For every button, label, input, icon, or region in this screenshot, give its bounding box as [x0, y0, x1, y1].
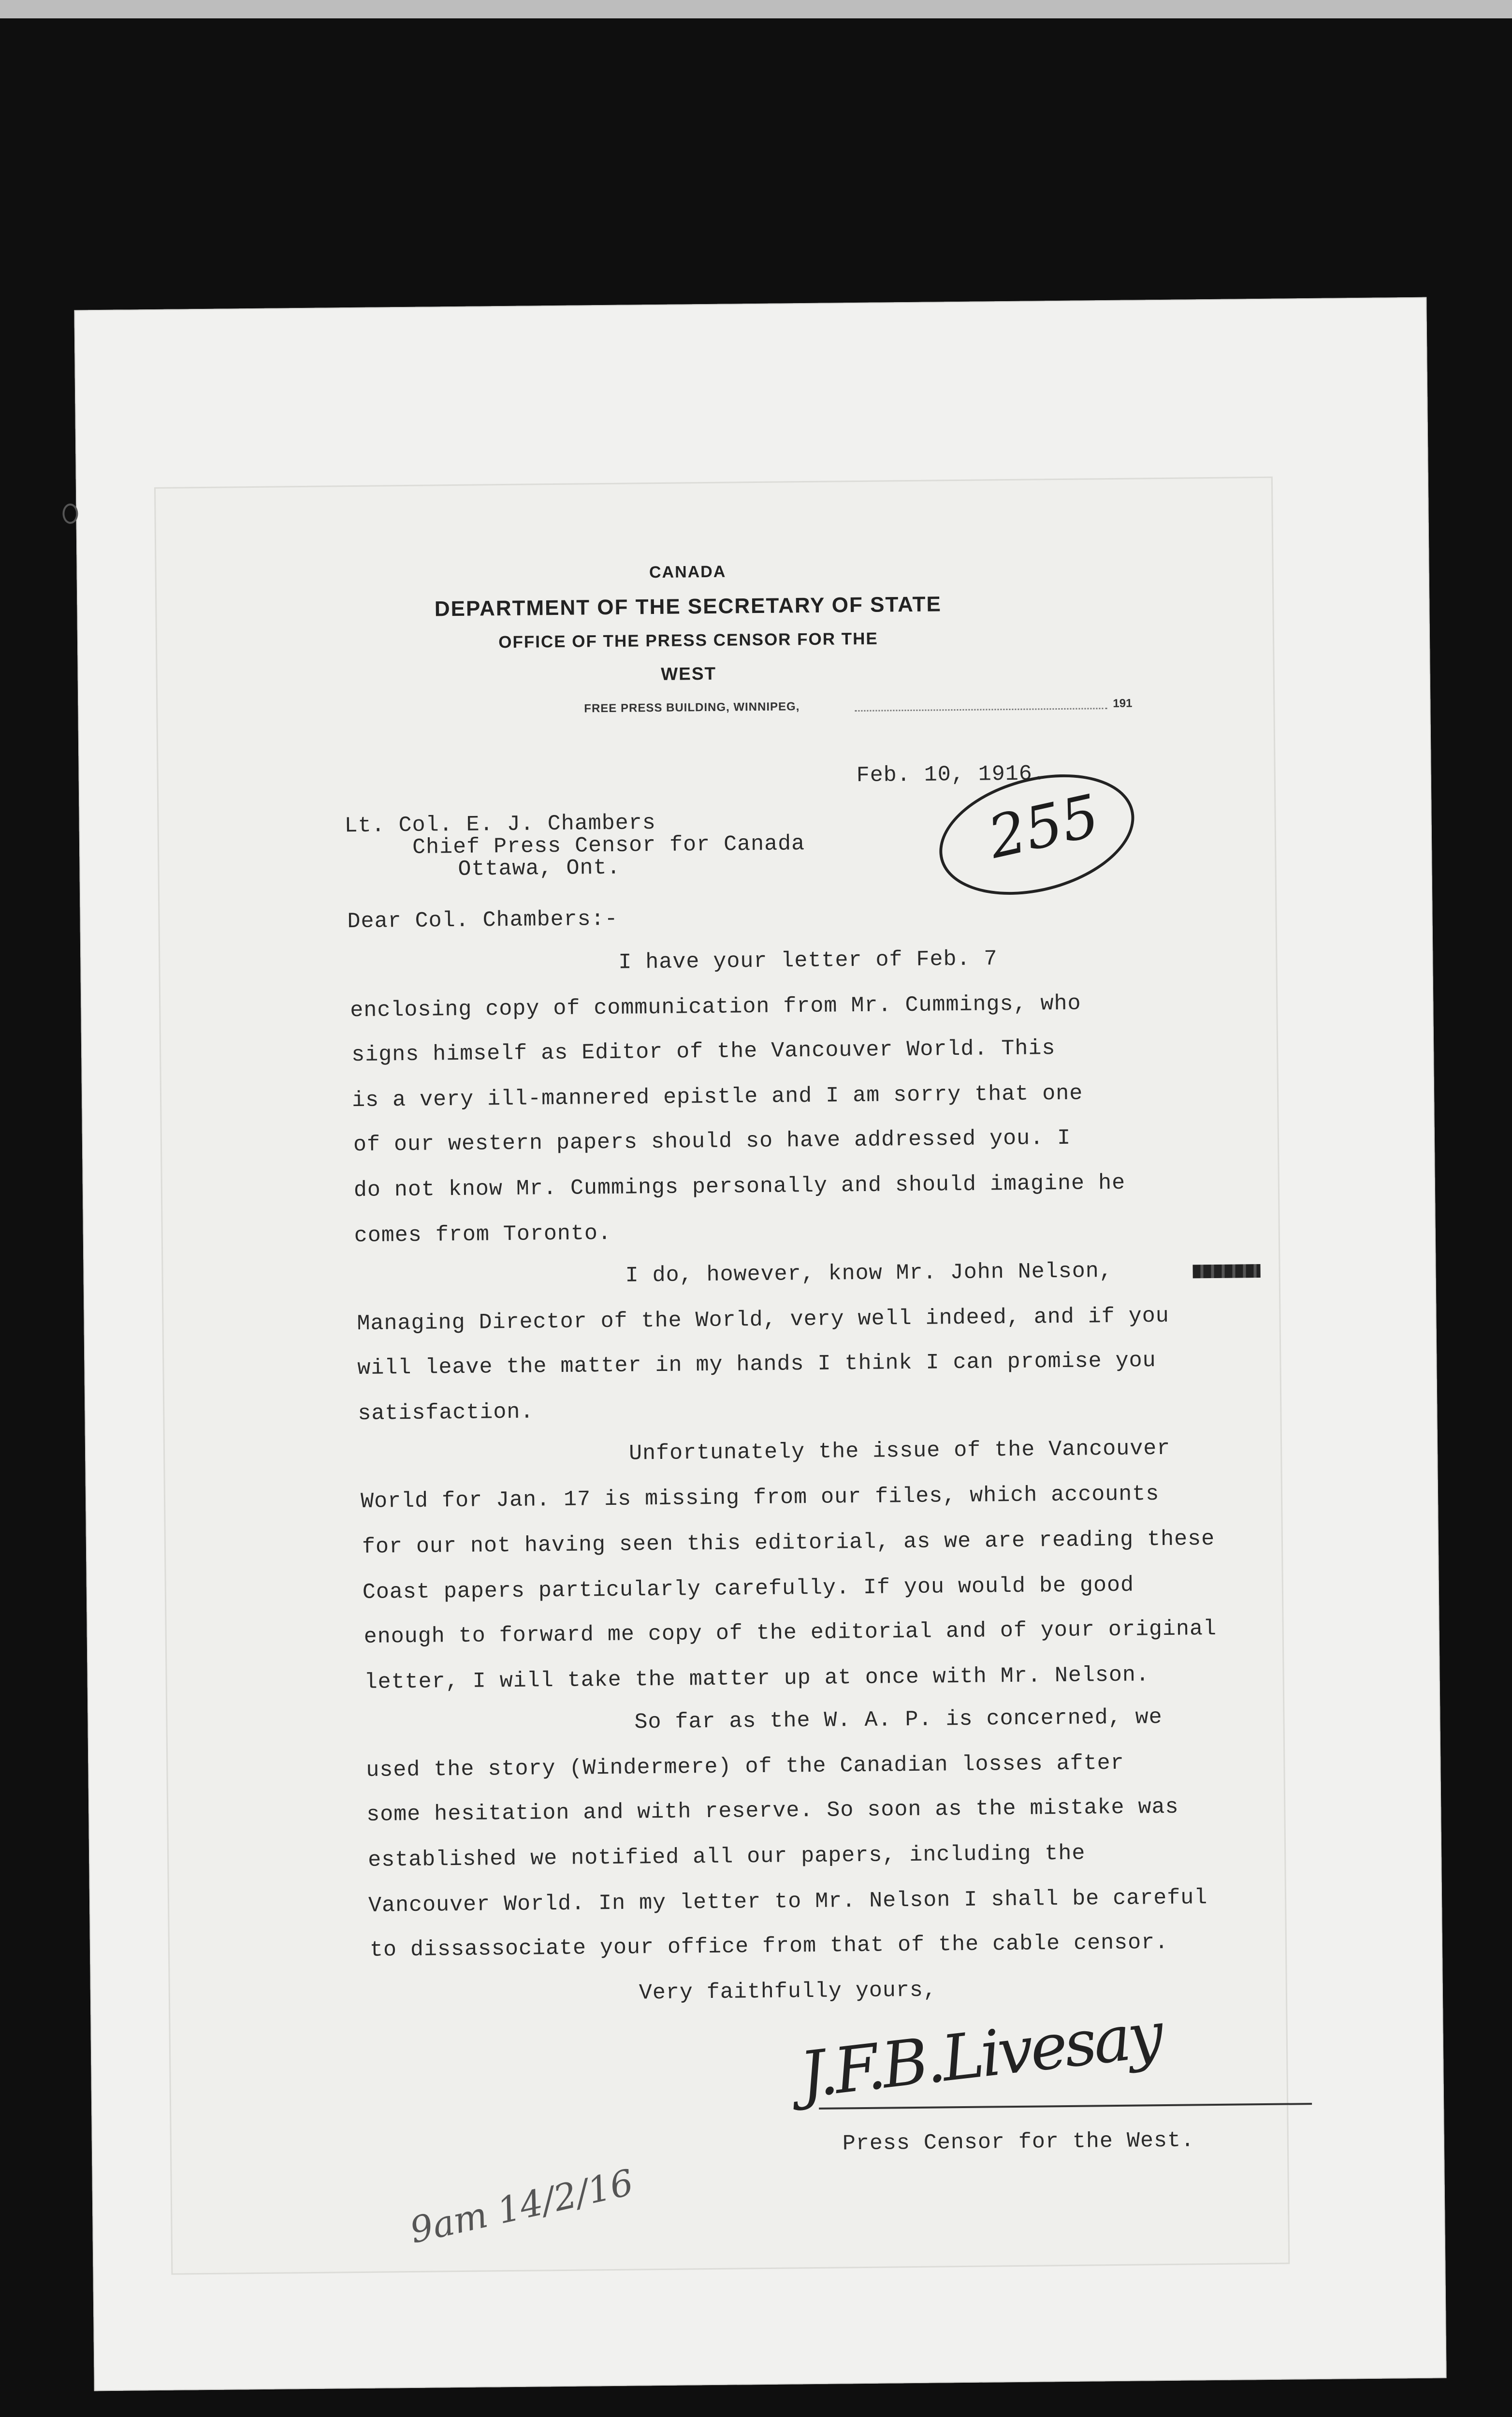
body-line: established we notified all our papers, including the — [367, 1841, 1086, 1873]
letterhead-department: DEPARTMENT OF THE SECRETARY OF STATE — [434, 592, 942, 621]
body-line: satisfaction. — [358, 1399, 534, 1426]
date-dotted-line — [855, 708, 1107, 712]
recipient-line: Ottawa, Ont. — [458, 855, 621, 882]
body-line: enclosing copy of communication from Mr. Cummings, who — [350, 991, 1081, 1023]
body-line: Managing Director of the World, very well indeed, and if you — [357, 1303, 1169, 1337]
letterhead-country: CANADA — [649, 562, 727, 582]
body-line: letter, I will take the matter up at once with Mr. Nelson. — [364, 1662, 1150, 1695]
closing: Very faithfully yours, — [639, 1978, 937, 2006]
signature-title: Press Censor for the West. — [842, 2128, 1195, 2156]
letterhead-paper — [154, 477, 1290, 2275]
typed-strikeout — [1192, 1264, 1260, 1278]
film-top-edge — [0, 0, 1512, 18]
letterhead-year: 191 — [1113, 697, 1133, 710]
letter-sheet — [74, 297, 1446, 2391]
letterhead-region: WEST — [661, 663, 717, 684]
body-line: some hesitation and with reserve. So soon as the mistake was — [366, 1794, 1179, 1827]
body-line: signs himself as Editor of the Vancouver World. This — [351, 1036, 1056, 1068]
body-line: I have your letter of Feb. 7 — [618, 946, 998, 975]
body-line: will leave the matter in my hands I think I can promise you — [357, 1348, 1156, 1381]
salutation: Dear Col. Chambers:- — [347, 906, 618, 934]
punch-hole — [62, 503, 78, 524]
recipient-line: Lt. Col. E. J. Chambers — [344, 811, 656, 839]
body-line: for our not having seen this editorial, as we are reading these — [362, 1526, 1215, 1559]
letterhead-address: FREE PRESS BUILDING, WINNIPEG, — [584, 700, 800, 715]
body-line: comes from Toronto. — [354, 1221, 612, 1249]
body-line: enough to forward me copy of the editorial and of your original — [363, 1616, 1217, 1649]
body-line: So far as the W. A. P. is concerned, we — [634, 1705, 1163, 1735]
recipient-line: Chief Press Censor for Canada — [412, 831, 805, 860]
body-line: to dissassociate your office from that of the cable censor. — [369, 1930, 1169, 1963]
body-line: of our western papers should so have addressed you. I — [353, 1125, 1071, 1158]
body-line: is a very ill-mannered epistle and I am sorry that one — [351, 1081, 1083, 1113]
letterhead-office: OFFICE OF THE PRESS CENSOR FOR THE — [498, 629, 878, 652]
body-line: Coast papers particularly carefully. If you would be good — [362, 1573, 1134, 1605]
letter-date: Feb. 10, 1916. — [856, 761, 1047, 788]
body-line: World for Jan. 17 is missing from our files, which accounts — [360, 1482, 1160, 1514]
body-line: used the story (Windermere) of the Canadian losses after — [366, 1750, 1124, 1783]
body-line: do not know Mr. Cummings personally and should imagine he — [353, 1170, 1126, 1203]
body-line: Unfortunately the issue of the Vancouver — [628, 1436, 1171, 1466]
file-number: 255 — [982, 782, 1105, 872]
signature-line — [819, 2103, 1312, 2110]
margin-note: 9am 14/2/16 — [406, 2161, 638, 2252]
body-line: I do, however, know Mr. John Nelson, — [625, 1258, 1113, 1288]
handwritten-signature: J.F.B.Livesay — [796, 1997, 1164, 2112]
body-line: Vancouver World. In my letter to Mr. Nelson I shall be careful — [368, 1885, 1208, 1918]
